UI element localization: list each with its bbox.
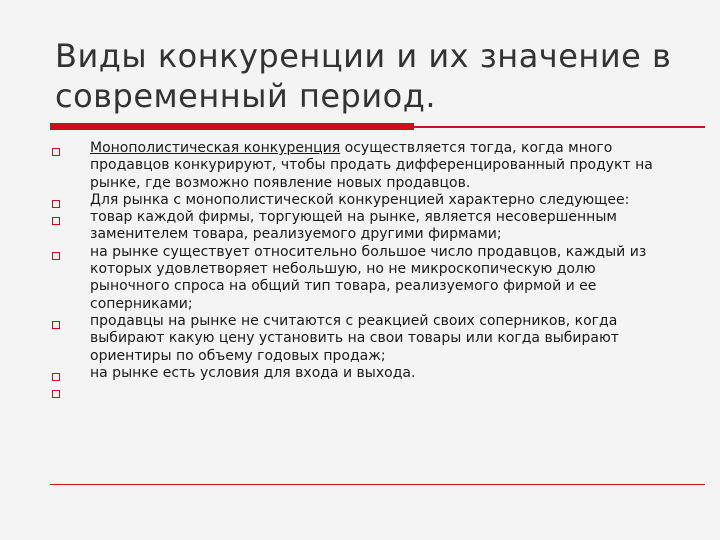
bullet-list [40, 140, 670, 399]
bottom-divider [50, 484, 705, 485]
square-bullet-icon [52, 321, 60, 329]
bullet-item-6 [40, 365, 670, 382]
term-link[interactable]: Монополистическая конкуренция [90, 140, 341, 156]
title-divider-accent [50, 123, 414, 130]
square-bullet-icon [52, 217, 60, 225]
bullet-text: товар каждой фирмы, торгующей на рынке, является несовершенным заменителем товара, реализуемого другими фирмами; [90, 209, 617, 243]
square-bullet-icon [52, 252, 60, 260]
bullet-item-1 [40, 140, 670, 192]
bullet-item-7 [40, 382, 670, 399]
square-bullet-icon [52, 200, 60, 208]
bullet-item-4 [40, 244, 670, 313]
bullet-text: на рынке существует относительно большое число продавцов, каждый из которых удовлетворяет небольшую, но не микроскопическую долю рыночного спроса на общий тип товара, реализуемого фирмой и ее соперниками; [90, 243, 647, 312]
bullet-text: осуществляется тогда, когда много продавцов конкурируют, чтобы продать дифференцированный продукт на рынке, где возможно появление новых продавцов. [90, 140, 653, 191]
bullet-item-5 [40, 313, 670, 365]
square-bullet-icon [52, 390, 60, 398]
slide-title: Виды конкуренции и их значение в современный период. [55, 37, 672, 115]
bullet-item-2 [40, 192, 670, 209]
square-bullet-icon [52, 373, 60, 381]
bullet-text: на рынке есть условия для входа и выхода. [90, 364, 416, 381]
bullet-text: Для рынка с монополистической конкуренцией характерно следующее: [90, 191, 630, 208]
bullet-item-3 [40, 209, 670, 244]
square-bullet-icon [52, 148, 60, 156]
bullet-text: продавцы на рынке не считаются с реакцией своих соперников, когда выбирают какую цену установить на свои товары или когда выбирают ориентиры по объему годовых продаж; [90, 312, 619, 364]
